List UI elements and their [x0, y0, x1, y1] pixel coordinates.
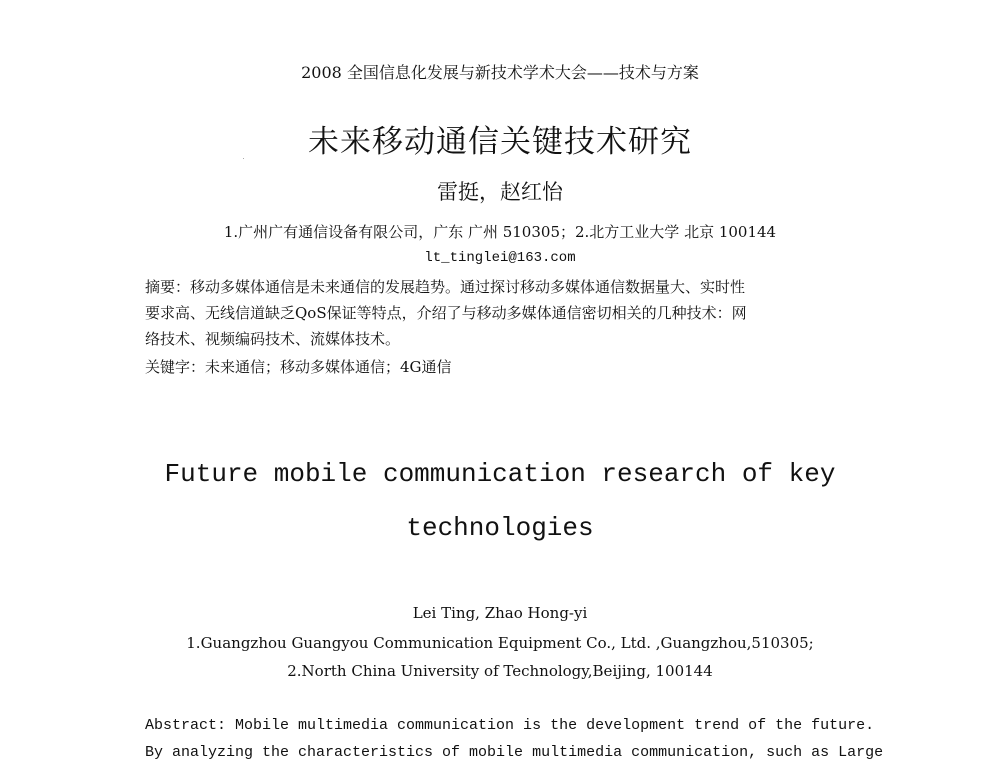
english-affiliation-1: 1.Guangzhou Guangyou Communication Equipment Co., Ltd. ,Guangzhou,510305;: [186, 634, 814, 652]
english-abstract-line: By analyzing the characteristics of mobile multimedia communication, such as Large: [145, 744, 884, 760]
chinese-authors: 雷挺，赵红怡: [437, 180, 563, 204]
english-title: [0, 447, 1000, 555]
scan-speck: [243, 158, 244, 159]
english-abstract: [145, 712, 884, 760]
conference-header: 2008 全国信息化发展与新技术学术大会——技术与方案: [301, 63, 699, 82]
chinese-title: 未来移动通信关键技术研究: [308, 124, 692, 160]
english-authors: Lei Ting, Zhao Hong-yi: [412, 604, 588, 622]
chinese-abstract-line: 络技术、视频编码技术、流媒体技术。: [145, 330, 401, 348]
english-abstract-line: Abstract: Mobile multimedia communication is the development trend of the future.: [145, 717, 875, 734]
chinese-abstract: [145, 274, 865, 352]
chinese-abstract-line: 摘要：移动多媒体通信是未来通信的发展趋势。通过探讨移动多媒体通信数据量大、实时性: [145, 278, 746, 296]
author-email: lt_tinglei@163.com: [424, 250, 576, 266]
chinese-abstract-line: 要求高、无线信道缺乏QoS保证等特点，介绍了与移动多媒体通信密切相关的几种技术：网: [145, 304, 747, 322]
chinese-affiliation: 1.广州广有通信设备有限公司，广东 广州 510305；2.北方工业大学 北京 100144: [223, 223, 777, 241]
english-affiliation-2: 2.North China University of Technology,Beijing, 100144: [287, 662, 713, 680]
english-title-line: Future mobile communication research of key: [164, 459, 836, 489]
english-title-line: technologies: [406, 513, 594, 543]
chinese-keywords: 关键字：未来通信；移动多媒体通信；4G通信: [145, 358, 452, 376]
